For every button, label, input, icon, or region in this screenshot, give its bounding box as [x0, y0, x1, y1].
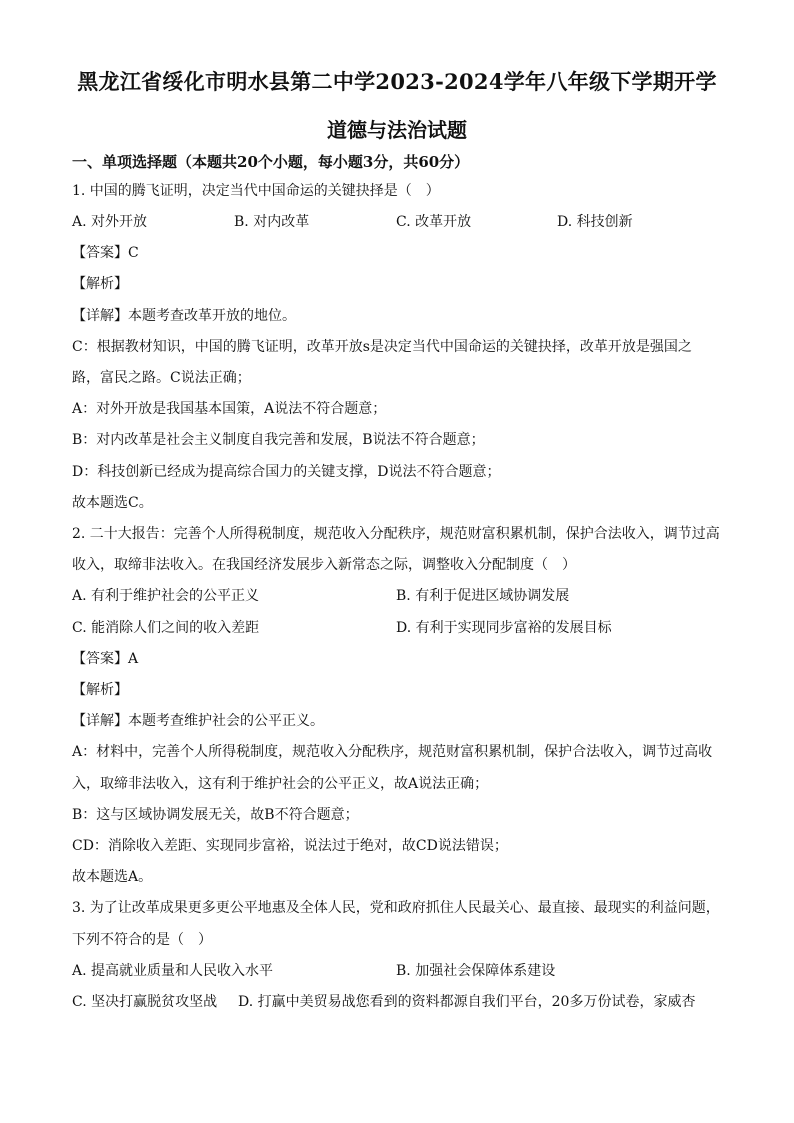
q2-option-c: C. 能消除人们之间的收入差距 — [72, 620, 260, 636]
q2-detail: 【详解】本题考查维护社会的公平正义。 — [72, 713, 324, 729]
q2-option-a: A. 有利于维护社会的公平正义 — [72, 588, 260, 604]
q1-explain-a: A：对外开放是我国基本国策，A说法不符合题意； — [72, 401, 387, 417]
q2-explain-b: B：这与区域协调发展无关，故B不符合题意； — [72, 807, 359, 823]
q1-analysis-label: 【解析】 — [72, 276, 128, 292]
q2-analysis-label: 【解析】 — [72, 682, 128, 698]
q2-conclusion: 故本题选A。 — [72, 869, 153, 885]
q2-explain-cd: CD：消除收入差距、实现同步富裕，说法过于绝对，故CD说法错误； — [72, 838, 508, 854]
q1-detail: 【详解】本题考查改革开放的地位。 — [72, 308, 296, 324]
document-subtitle: 道德与法治试题 — [327, 118, 467, 142]
q1-option-d: D. 科技创新 — [557, 214, 633, 230]
q2-stem-1: 2. 二十大报告：完善个人所得税制度，规范收入分配秩序，规范财富积累机制，保护合法收入，调节过高 — [72, 526, 720, 542]
q1-conclusion: 故本题选C。 — [72, 495, 153, 511]
q1-stem: 1. 中国的腾飞证明，决定当代中国命运的关键抉择是（ ） — [72, 183, 440, 199]
q2-option-b: B. 有利于促进区域协调发展 — [396, 588, 570, 604]
q2-option-d: D. 有利于实现同步富裕的发展目标 — [396, 620, 612, 636]
q1-option-a: A. 对外开放 — [72, 214, 148, 230]
q3-option-c: C. 坚决打赢脱贫攻坚战 — [72, 994, 218, 1010]
q2-explain-a-2: 入，取缔非法收入，这有利于维护社会的公平正义，故A说法正确； — [72, 776, 489, 792]
q2-answer: 【答案】A — [72, 651, 139, 667]
q1-option-b: B. 对内改革 — [234, 214, 310, 230]
q1-explain-c-1: C：根据教材知识，中国的腾飞证明，改革开放s是决定当代中国命运的关键抉择，改革开放是强国之 — [72, 339, 692, 355]
q1-answer: 【答案】C — [72, 245, 139, 261]
q2-explain-a-1: A：材料中，完善个人所得税制度，规范收入分配秩序，规范财富积累机制，保护合法收入，调节过高收 — [72, 744, 713, 760]
q3-stem-1: 3. 为了让改革成果更多更公平地惠及全体人民，党和政府抓住人民最关心、最直接、最现实的利益问题， — [72, 900, 720, 916]
q1-explain-b: B：对内改革是社会主义制度自我完善和发展，B说法不符合题意； — [72, 432, 485, 448]
q3-stem-2: 下列不符合的是（ ） — [72, 932, 212, 948]
q1-option-c: C. 改革开放 — [396, 214, 472, 230]
q2-stem-2: 收入，取缔非法收入。在我国经济发展步入新常态之际，调整收入分配制度（ ） — [72, 557, 576, 573]
q3-option-d: D. 打赢中美贸易战您看到的资料都源自我们平台，20多万份试卷，家威杏 — [238, 994, 696, 1010]
q3-option-b: B. 加强社会保障体系建设 — [396, 963, 556, 979]
q1-explain-d: D：科技创新已经成为提高综合国力的关键支撑，D说法不符合题意； — [72, 464, 501, 480]
q1-explain-c-2: 路，富民之路。C说法正确； — [72, 370, 251, 386]
q3-option-a: A. 提高就业质量和人民收入水平 — [72, 963, 274, 979]
document-title: 黑龙江省绥化市明水县第二中学2023-2024学年八年级下学期开学 — [77, 69, 717, 94]
section-heading: 一、单项选择题（本题共20个小题，每小题3分，共60分） — [72, 153, 470, 171]
